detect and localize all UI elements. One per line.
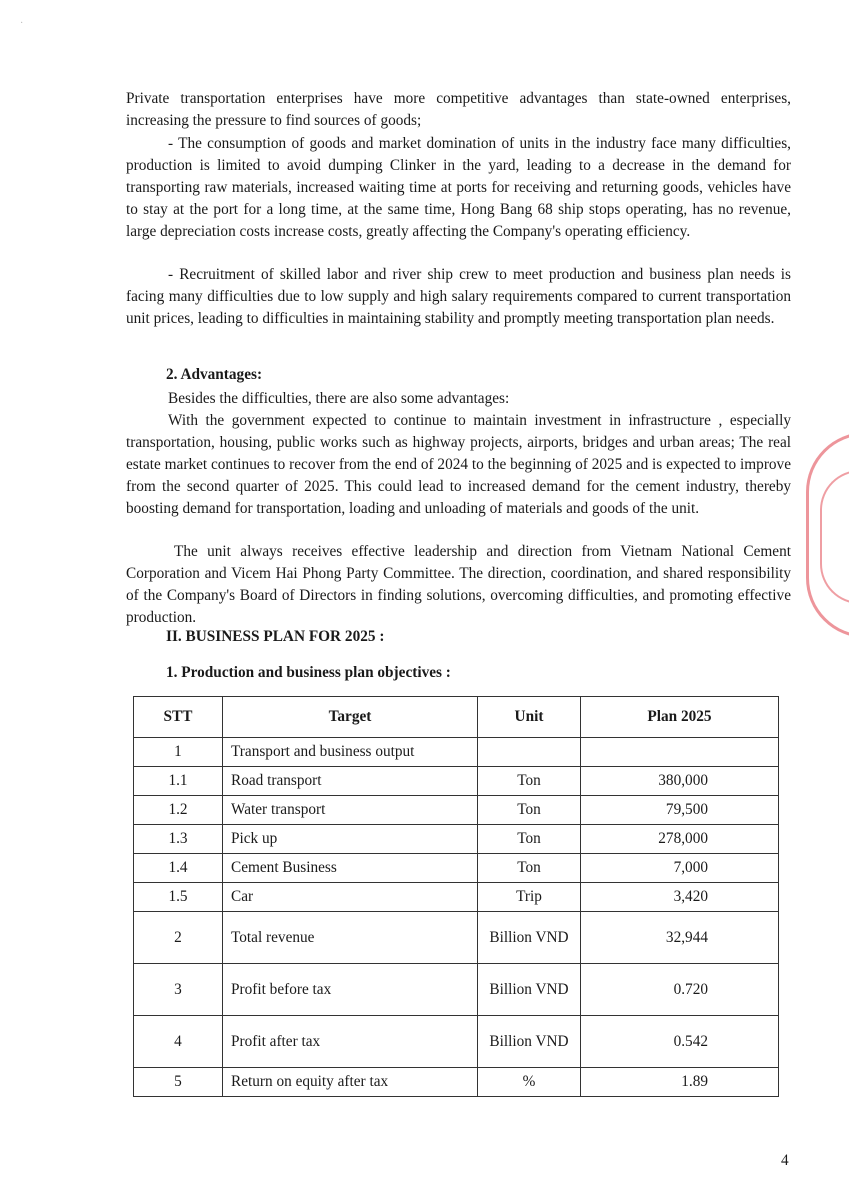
cell-unit bbox=[478, 738, 581, 767]
cell-unit: Ton bbox=[478, 796, 581, 825]
company-seal-inner-ring bbox=[820, 470, 849, 604]
cell-stt: 2 bbox=[134, 912, 223, 964]
cell-target: Cement Business bbox=[223, 854, 478, 883]
table-row bbox=[134, 1068, 779, 1097]
table-row bbox=[134, 738, 779, 767]
table-header-row bbox=[134, 697, 779, 738]
cell-stt: 1.2 bbox=[134, 796, 223, 825]
cell-plan: 380,000 bbox=[581, 767, 779, 796]
cell-unit: Billion VND bbox=[478, 1016, 581, 1068]
cell-target: Transport and business output bbox=[223, 738, 478, 767]
cell-stt: 1.3 bbox=[134, 825, 223, 854]
cell-unit: Ton bbox=[478, 767, 581, 796]
heading-objectives: 1. Production and business plan objectives : bbox=[166, 664, 451, 681]
cell-stt: 1.4 bbox=[134, 854, 223, 883]
cell-stt: 1 bbox=[134, 738, 223, 767]
table-row bbox=[134, 825, 779, 854]
cell-target: Pick up bbox=[223, 825, 478, 854]
paragraph-advantages-intro: Besides the difficulties, there are also some advantages: bbox=[168, 390, 510, 407]
paragraph-government-investment: With the government expected to continue to maintain investment in infrastructure , especially transportation, housing, public works such as highway projects, airports, bridges and urban areas; The real estate market continues to recover from the end of 2024 to the beginning of 2025 and is expected to improve from the second quarter of 2025. This could lead to increased demand for the cement industry, thereby boosting demand for transportation, loading and unloading of materials and goods of the unit. bbox=[126, 412, 791, 517]
cell-plan: 0.542 bbox=[581, 1016, 779, 1068]
table-row bbox=[134, 767, 779, 796]
heading-business-plan: II. BUSINESS PLAN FOR 2025 : bbox=[166, 628, 385, 645]
table-row bbox=[134, 1016, 779, 1068]
cell-stt: 4 bbox=[134, 1016, 223, 1068]
cell-stt: 1.5 bbox=[134, 883, 223, 912]
cell-plan: 1.89 bbox=[581, 1068, 779, 1097]
cell-stt: 5 bbox=[134, 1068, 223, 1097]
table-row bbox=[134, 883, 779, 912]
cell-target: Profit before tax bbox=[223, 964, 478, 1016]
cell-unit: % bbox=[478, 1068, 581, 1097]
paragraph-recruitment-difficulties: - Recruitment of skilled labor and river ship crew to meet production and business plan needs is facing many difficulties due to low supply and high salary requirements compared to current transportation unit prices, leading to difficulties in maintaining stability and promptly meeting transportation plan needs. bbox=[126, 266, 791, 327]
scan-speck: · bbox=[20, 18, 24, 29]
cell-unit: Ton bbox=[478, 825, 581, 854]
cell-unit: Billion VND bbox=[478, 964, 581, 1016]
cell-stt: 1.1 bbox=[134, 767, 223, 796]
cell-plan: 32,944 bbox=[581, 912, 779, 964]
cell-target: Total revenue bbox=[223, 912, 478, 964]
paragraph-leadership: The unit always receives effective leadership and direction from Vietnam National Cement Corporation and Vicem Hai Phong Party Committee. The direction, coordination, and shared responsibility of the Company's Board of Directors in finding solutions, overcoming difficulties, and promoting effective production. bbox=[126, 543, 791, 626]
table-row bbox=[134, 912, 779, 964]
cell-target: Road transport bbox=[223, 767, 478, 796]
cell-plan: 0.720 bbox=[581, 964, 779, 1016]
cell-target: Car bbox=[223, 883, 478, 912]
table-row bbox=[134, 796, 779, 825]
cell-stt: 3 bbox=[134, 964, 223, 1016]
cell-target: Profit after tax bbox=[223, 1016, 478, 1068]
cell-plan: 278,000 bbox=[581, 825, 779, 854]
cell-plan: 79,500 bbox=[581, 796, 779, 825]
cell-unit: Trip bbox=[478, 883, 581, 912]
cell-unit: Billion VND bbox=[478, 912, 581, 964]
header-target: Target bbox=[223, 697, 478, 738]
cell-target: Return on equity after tax bbox=[223, 1068, 478, 1097]
page-number: 4 bbox=[781, 1152, 789, 1169]
header-stt: STT bbox=[134, 697, 223, 738]
paragraph-private-enterprises: Private transportation enterprises have more competitive advantages than state-owned enterprises, increasing the pressure to find sources of goods; bbox=[126, 90, 791, 129]
paragraph-consumption-difficulties: - The consumption of goods and market domination of units in the industry face many difficulties, production is limited to avoid dumping Clinker in the yard, leading to a decrease in the demand for transporting raw materials, increased waiting time at ports for receiving and returning goods, vehicles have to stay at the port for a long time, at the same time, Hong Bang 68 ship stops operating, has no revenue, large depreciation costs increase costs, greatly affecting the Company's operating efficiency. bbox=[126, 135, 791, 240]
business-plan-table bbox=[133, 696, 779, 1097]
cell-unit: Ton bbox=[478, 854, 581, 883]
cell-plan bbox=[581, 738, 779, 767]
table-row bbox=[134, 964, 779, 1016]
heading-advantages: 2. Advantages: bbox=[166, 366, 263, 383]
cell-plan: 7,000 bbox=[581, 854, 779, 883]
table-row bbox=[134, 854, 779, 883]
cell-plan: 3,420 bbox=[581, 883, 779, 912]
header-unit: Unit bbox=[478, 697, 581, 738]
cell-target: Water transport bbox=[223, 796, 478, 825]
header-plan: Plan 2025 bbox=[581, 697, 779, 738]
